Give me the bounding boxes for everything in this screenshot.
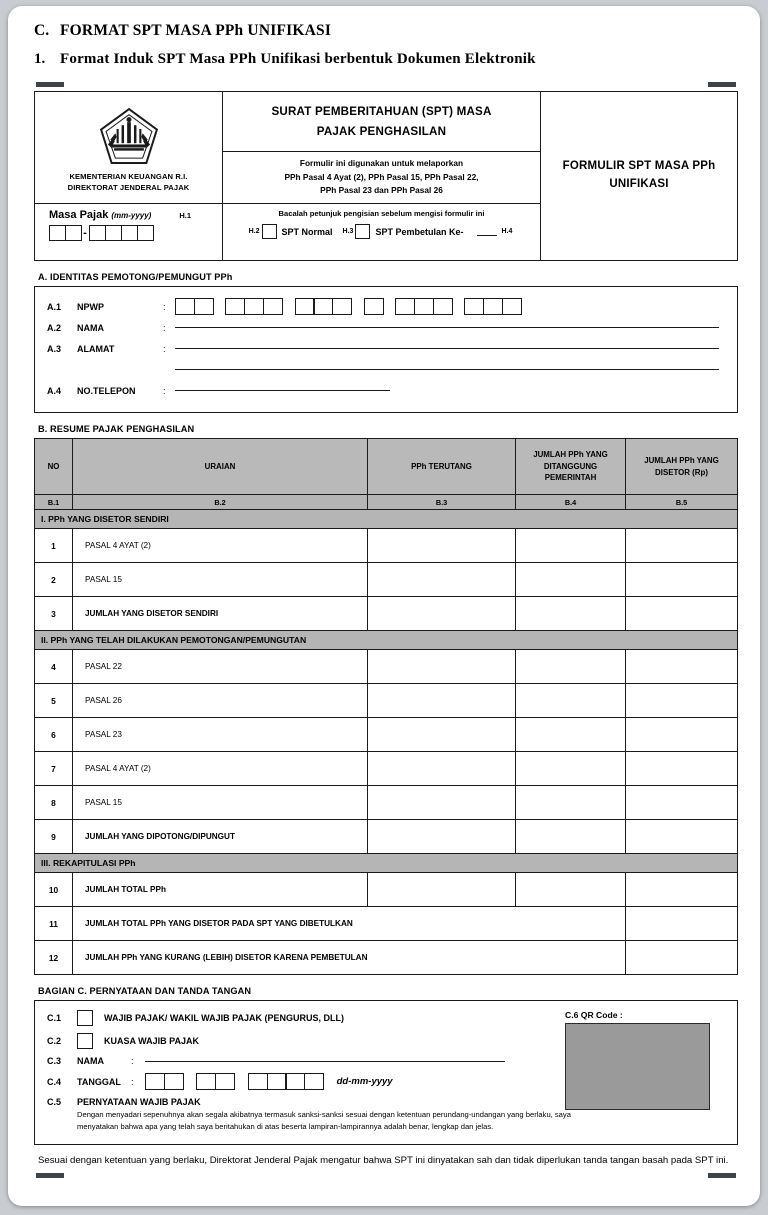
npwp-box[interactable]: [175, 298, 195, 315]
row-desc: PASAL 23: [73, 718, 368, 752]
npwp-box[interactable]: [244, 298, 264, 315]
spt-type-checkbox-row: [231, 224, 532, 239]
alamat-label: ALAMAT: [77, 343, 115, 354]
cell-b5[interactable]: [626, 597, 738, 631]
qr-code-label: [565, 1010, 715, 1020]
table-row: [35, 597, 738, 631]
masa-pajak-label-row: [49, 209, 222, 221]
masa-year-box[interactable]: [105, 225, 122, 241]
npwp-input[interactable]: [175, 298, 534, 315]
form-title-line-2: PAJAK PENGHASILAN: [316, 125, 447, 138]
col-code-b2: B.2: [73, 495, 368, 510]
identity-box: [34, 286, 738, 413]
tanggal-format-hint: dd-mm-yyyy: [336, 1076, 393, 1087]
ministry-line-1: KEMENTERIAN KEUANGAN R.I.: [69, 172, 188, 182]
cell-b3[interactable]: [368, 597, 516, 631]
c4-label: TANGGAL: [77, 1076, 121, 1087]
row-no: 1: [35, 529, 73, 563]
spt-normal-label: SPT Normal: [281, 226, 333, 237]
npwp-group-3[interactable]: [295, 298, 351, 315]
tick-left: [36, 82, 64, 87]
c5-code: C.5: [47, 1097, 62, 1107]
c2-label: KUASA WAJIB PAJAK: [104, 1036, 200, 1046]
row-desc: PASAL 15: [73, 563, 368, 597]
form-name-line-2: UNIFIKASI: [609, 178, 669, 190]
spt-pembetulan-label: SPT Pembetulan Ke-: [375, 226, 464, 237]
footer-note: Sesuai dengan ketentuan yang berlaku, Direktorat Jenderal Pajak mengatur bahwa SPT ini dinyatakan sah dan tidak diperlukan tanda tangan basah pada SPT ini.: [38, 1154, 729, 1166]
row-no: 5: [35, 684, 73, 718]
spt-pembetulan-checkbox[interactable]: [355, 224, 370, 239]
form-name-cell: [563, 158, 716, 194]
cell-b5[interactable]: [626, 563, 738, 597]
masa-year-box[interactable]: [89, 225, 106, 241]
alamat-code: A.3: [47, 343, 62, 354]
resume-table-header-row: [35, 439, 738, 495]
tanggal-year-box[interactable]: [285, 1073, 305, 1090]
spt-normal-checkbox[interactable]: [262, 224, 277, 239]
npwp-box[interactable]: [464, 298, 484, 315]
wajib-pajak-checkbox[interactable]: [77, 1010, 93, 1026]
form-title-cell: [223, 92, 540, 152]
row-no: 4: [35, 650, 73, 684]
row-desc: JUMLAH YANG DIPOTONG/DIPUNGUT: [73, 820, 368, 854]
table-row: [35, 718, 738, 752]
masa-pajak-cell: [35, 204, 222, 260]
cell-b4[interactable]: [516, 650, 626, 684]
cell-b3[interactable]: [368, 752, 516, 786]
form-desc-line-1: Formulir ini digunakan untuk melaporkan: [299, 158, 464, 169]
cell-b5[interactable]: [626, 684, 738, 718]
npwp-group-5[interactable]: [395, 298, 451, 315]
band-label-iii: III. REKAPITULASI PPh: [35, 854, 738, 873]
table-row: [35, 941, 738, 975]
row-desc: JUMLAH PPh YANG KURANG (LEBIH) DISETOR KARENA PEMBETULAN: [73, 941, 626, 975]
table-band-row: [35, 631, 738, 650]
form-header-block: [34, 91, 738, 261]
table-row: [35, 907, 738, 941]
npwp-box[interactable]: [395, 298, 415, 315]
npwp-group-4[interactable]: [364, 298, 383, 315]
resume-table-code-row: [35, 495, 738, 510]
npwp-box[interactable]: [313, 298, 333, 315]
cell-b5[interactable]: [626, 786, 738, 820]
c4-code: C.4: [47, 1076, 62, 1087]
col-header-uraian: URAIAN: [73, 439, 368, 495]
cell-b5[interactable]: [626, 650, 738, 684]
identity-row-alamat-cont: [47, 359, 725, 380]
form-description-cell: [223, 152, 540, 204]
c2-code: C.2: [47, 1036, 62, 1046]
npwp-code: A.1: [47, 301, 62, 312]
masa-year-box[interactable]: [121, 225, 138, 241]
cell-b5[interactable]: [626, 820, 738, 854]
cell-b3[interactable]: [368, 563, 516, 597]
npwp-box[interactable]: [225, 298, 245, 315]
cell-b3[interactable]: [368, 820, 516, 854]
form-title-line-1: SURAT PEMBERITAHUAN (SPT) MASA: [271, 105, 492, 118]
table-row: [35, 563, 738, 597]
npwp-group-2[interactable]: [225, 298, 281, 315]
cell-b4[interactable]: [516, 820, 626, 854]
form-desc-line-2: PPh Pasal 4 Ayat (2), PPh Pasal 15, PPh Pasal 22,: [284, 171, 479, 182]
row-desc: PASAL 26: [73, 684, 368, 718]
qr-code-text: QR Code: [580, 1010, 618, 1020]
c1-code: C.1: [47, 1013, 62, 1023]
row-no: 7: [35, 752, 73, 786]
cell-b3[interactable]: [368, 873, 516, 907]
table-row: [35, 752, 738, 786]
cell-b4[interactable]: [516, 684, 626, 718]
masa-separator: -: [83, 227, 87, 239]
cell-b5[interactable]: [626, 907, 738, 941]
tanggal-day-box[interactable]: [145, 1073, 165, 1090]
c3-code: C.3: [47, 1056, 62, 1066]
cell-b4[interactable]: [516, 786, 626, 820]
table-row: [35, 873, 738, 907]
masa-pajak-input-boxes[interactable]: [49, 225, 222, 241]
masa-pajak-format: (mm-yyyy): [111, 211, 152, 220]
tanggal-year-group[interactable]: [248, 1073, 323, 1090]
col-header-pph-terutang: PPh TERUTANG: [368, 439, 516, 495]
header-right-column: [541, 92, 737, 260]
cell-b4[interactable]: [516, 873, 626, 907]
masa-pajak-label: Masa Pajak: [49, 209, 109, 221]
spt-type-cell: [223, 204, 540, 260]
npwp-group-1[interactable]: [175, 298, 212, 315]
cell-b4[interactable]: [516, 529, 626, 563]
tanggal-input[interactable]: [145, 1073, 393, 1090]
h2-code: H.2: [248, 228, 260, 235]
cell-b5[interactable]: [626, 941, 738, 975]
tick-right: [708, 82, 736, 87]
form-desc-line-3: PPh Pasal 23 dan PPh Pasal 26: [320, 185, 443, 196]
cell-b5[interactable]: [626, 718, 738, 752]
cell-b3[interactable]: [368, 650, 516, 684]
identity-row-nama: [47, 317, 725, 338]
row-no: 3: [35, 597, 73, 631]
header-left-column: [35, 92, 223, 260]
npwp-box[interactable]: [502, 298, 522, 315]
tanggal-year-box[interactable]: [267, 1073, 287, 1090]
c4-colon: :: [131, 1076, 134, 1087]
ministry-emblem-icon: [98, 106, 160, 168]
cell-b4[interactable]: [516, 718, 626, 752]
subsection-title: Format Induk SPT Masa PPh Unifikasi berbentuk Dokumen Elektronik: [60, 51, 536, 67]
identity-section-caption: A. IDENTITAS PEMOTONG/PEMUNGUT PPh: [38, 272, 233, 282]
col-code-b5: B.5: [626, 495, 738, 510]
tanggal-day-box[interactable]: [164, 1073, 184, 1090]
col-header-disetor: JUMLAH PPh YANG DISETOR (Rp): [626, 439, 738, 495]
qr-code-code: C.6: [565, 1010, 579, 1020]
cell-b4[interactable]: [516, 597, 626, 631]
npwp-box[interactable]: [433, 298, 453, 315]
cell-b5[interactable]: [626, 529, 738, 563]
cell-b3[interactable]: [368, 718, 516, 752]
section-title: FORMAT SPT MASA PPh UNIFIKASI: [60, 22, 332, 39]
c3-label: NAMA: [77, 1056, 104, 1066]
subsection-heading: [34, 51, 738, 68]
qr-code-colon: :: [619, 1010, 623, 1020]
nama-colon: :: [163, 322, 166, 333]
masa-pajak-code: H.1: [179, 211, 192, 220]
cell-b3[interactable]: [368, 684, 516, 718]
col-header-no: NO: [35, 439, 73, 495]
row-desc: PASAL 22: [73, 650, 368, 684]
identity-row-telepon: [47, 380, 725, 401]
resume-table: [34, 438, 738, 975]
row-no: 9: [35, 820, 73, 854]
row-desc: PASAL 4 AYAT (2): [73, 752, 368, 786]
alamat-colon: :: [163, 343, 166, 354]
tick-right-bottom: [708, 1173, 736, 1178]
ministry-logo-cell: [35, 92, 222, 204]
npwp-group-6[interactable]: [464, 298, 520, 315]
signature-box: [34, 1000, 738, 1145]
qr-code-placeholder-icon: [565, 1023, 710, 1110]
col-header-ditanggung-pemerintah: JUMLAH PPh YANG DITANGGUNG PEMERINTAH: [516, 439, 626, 495]
h4-code: H.4: [501, 228, 513, 235]
identity-row-npwp: [47, 296, 725, 317]
qr-code-area: [565, 1010, 715, 1110]
read-instruction-note: Bacalah petunjuk pengisian sebelum mengisi formulir ini: [278, 209, 485, 218]
col-code-b1: B.1: [35, 495, 73, 510]
cell-b3[interactable]: [368, 529, 516, 563]
cell-b5[interactable]: [626, 873, 738, 907]
cell-b3[interactable]: [368, 786, 516, 820]
row-desc: JUMLAH TOTAL PPh YANG DISETOR PADA SPT YANG DIBETULKAN: [73, 907, 626, 941]
npwp-box[interactable]: [414, 298, 434, 315]
top-tick-marks: [34, 79, 738, 91]
telepon-label: NO.TELEPON: [77, 385, 136, 396]
nama-code: A.2: [47, 322, 62, 333]
masa-month-box[interactable]: [65, 225, 82, 241]
telepon-input[interactable]: [175, 390, 390, 391]
npwp-box[interactable]: [332, 298, 352, 315]
band-label-ii: II. PPh YANG TELAH DILAKUKAN PEMOTONGAN/PEMUNGUTAN: [35, 631, 738, 650]
row-desc: PASAL 15: [73, 786, 368, 820]
row-no: 11: [35, 907, 73, 941]
npwp-label: NPWP: [77, 301, 104, 312]
masa-month-box[interactable]: [49, 225, 66, 241]
npwp-box[interactable]: [194, 298, 214, 315]
table-band-row: [35, 510, 738, 529]
row-no: 6: [35, 718, 73, 752]
spt-pembetulan-number-input[interactable]: [477, 227, 497, 236]
tanggal-day-group[interactable]: [145, 1073, 182, 1090]
subsection-number: 1.: [34, 51, 46, 67]
npwp-box[interactable]: [295, 298, 315, 315]
table-row: [35, 684, 738, 718]
ministry-line-2: DIREKTORAT JENDERAL PAJAK: [67, 182, 190, 192]
nama-label: NAMA: [77, 322, 104, 333]
col-code-b4: B.4: [516, 495, 626, 510]
row-desc: JUMLAH TOTAL PPh: [73, 873, 368, 907]
cell-b4[interactable]: [516, 752, 626, 786]
cell-b5[interactable]: [626, 752, 738, 786]
section-letter: C.: [34, 22, 50, 39]
section-heading: [34, 22, 738, 40]
telepon-colon: :: [163, 385, 166, 396]
npwp-colon: :: [163, 301, 166, 312]
col-code-b3: B.3: [368, 495, 516, 510]
row-desc: PASAL 4 AYAT (2): [73, 529, 368, 563]
form-name-line-1: FORMULIR SPT MASA PPh: [562, 160, 716, 173]
masa-year-box[interactable]: [137, 225, 154, 241]
table-row: [35, 820, 738, 854]
row-no: 8: [35, 786, 73, 820]
pernyataan-text: Dengan menyadari sepenuhnya akan segala akibatnya termasuk sanksi-sanksi sesuai dengan ketentuan perundang-undangan yang berlaku, saya menyatakan bahwa apa yang telah saya beritahukan di atas beserta lampiran-lampirannya adalah benar, lengkap dan jelas.: [77, 1110, 571, 1132]
npwp-box[interactable]: [483, 298, 503, 315]
table-row: [35, 650, 738, 684]
telepon-code: A.4: [47, 385, 62, 396]
npwp-box[interactable]: [263, 298, 283, 315]
cell-b4[interactable]: [516, 563, 626, 597]
nama-input[interactable]: [175, 327, 719, 328]
band-label-i: I. PPh YANG DISETOR SENDIRI: [35, 510, 738, 529]
tanggal-month-box[interactable]: [215, 1073, 235, 1090]
c5-label: PERNYATAAN WAJIB PAJAK: [77, 1097, 201, 1107]
alamat-input-line-1[interactable]: [175, 348, 719, 349]
table-row: [35, 529, 738, 563]
tanggal-month-group[interactable]: [196, 1073, 233, 1090]
h3-code: H.3: [342, 228, 354, 235]
row-desc: JUMLAH YANG DISETOR SENDIRI: [73, 597, 368, 631]
kuasa-wajib-pajak-checkbox[interactable]: [77, 1033, 93, 1049]
resume-section-caption: B. RESUME PAJAK PENGHASILAN: [38, 424, 195, 434]
tanggal-month-box[interactable]: [196, 1073, 216, 1090]
c3-colon: :: [131, 1056, 134, 1066]
tanggal-year-box[interactable]: [248, 1073, 268, 1090]
tanggal-year-box[interactable]: [304, 1073, 324, 1090]
table-band-row: [35, 854, 738, 873]
row-no: 12: [35, 941, 73, 975]
table-row: [35, 786, 738, 820]
bottom-tick-marks: [34, 1170, 738, 1182]
header-middle-column: [223, 92, 541, 260]
signature-section-caption: BAGIAN C. PERNYATAAN DAN TANDA TANGAN: [38, 986, 252, 996]
row-no: 10: [35, 873, 73, 907]
alamat-input-line-2[interactable]: [175, 369, 719, 370]
ministry-caption: [68, 172, 190, 193]
row-no: 2: [35, 563, 73, 597]
document-page: [8, 6, 760, 1206]
identity-row-alamat: [47, 338, 725, 359]
signer-nama-input[interactable]: [145, 1061, 505, 1062]
c1-label: WAJIB PAJAK/ WAKIL WAJIB PAJAK (PENGURUS, DLL): [104, 1013, 345, 1023]
tick-left-bottom: [36, 1173, 64, 1178]
npwp-box[interactable]: [364, 298, 384, 315]
